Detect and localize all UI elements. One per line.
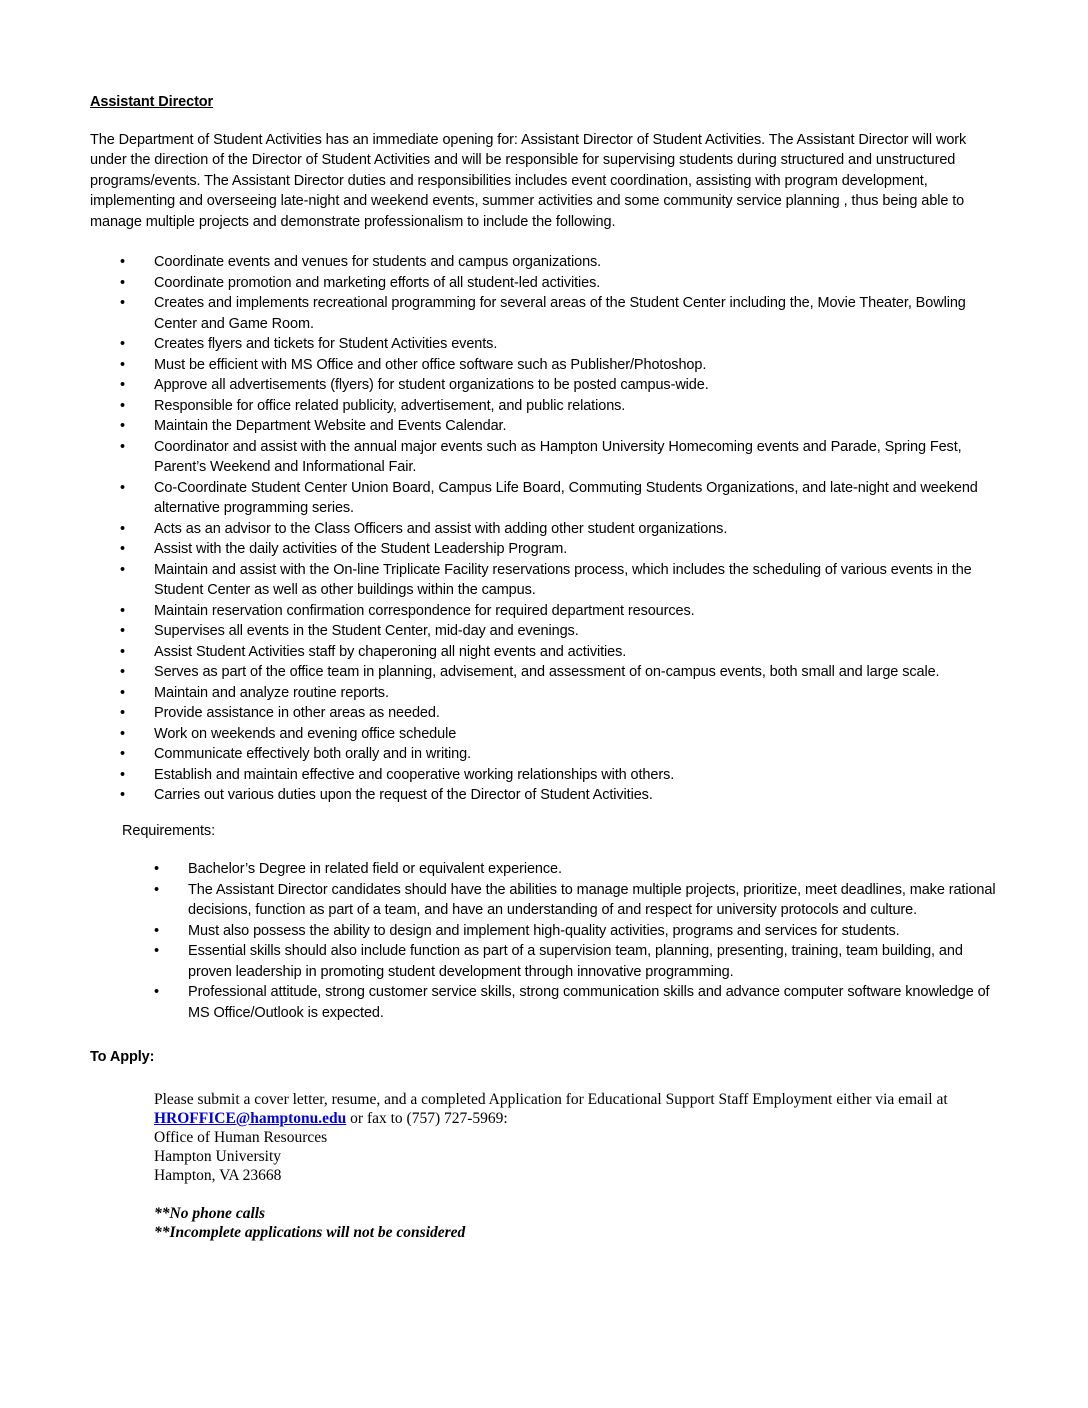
- duty-item: • Responsible for office related publicity, advertisement, and public relations.: [120, 396, 1000, 417]
- duty-item: • Must be efficient with MS Office and other office software such as Publisher/Photoshop.: [120, 355, 1000, 376]
- address-line: Office of Human Resources: [154, 1128, 328, 1146]
- email-link[interactable]: HROFFICE@hamptonu.edu: [154, 1109, 347, 1127]
- duty-item: • Creates flyers and tickets for Student Activities events.: [120, 334, 1000, 355]
- duty-item: • Maintain the Department Website and Events Calendar.: [120, 416, 1000, 437]
- duty-item: • Creates and implements recreational programming for several areas of the Student Center including the, Movie Theater, Bowling Center and Game Room.: [120, 293, 1000, 334]
- requirement-item: • Essential skills should also include function as part of a supervision team, planning, presenting, training, team building, and proven leadership in promoting student development through innovative programming.: [154, 941, 1000, 982]
- requirements-list: [90, 859, 1000, 1023]
- document-title: Assistant Director: [90, 94, 214, 110]
- duty-item: • Communicate effectively both orally and in writing.: [120, 744, 1000, 765]
- duty-item: • Maintain reservation confirmation correspondence for required department resources.: [120, 601, 1000, 622]
- apply-instructions-text: Please submit a cover letter, resume, and a completed Application for Educational Support Staff Employment either via email at: [154, 1090, 948, 1108]
- notes-block: [154, 1204, 994, 1242]
- duties-list: [90, 252, 1000, 806]
- duty-item: • Maintain and analyze routine reports.: [120, 683, 1000, 704]
- note-line: **No phone calls: [154, 1204, 266, 1222]
- intro-paragraph: The Department of Student Activities has an immediate opening for: Assistant Director of Student Activities. The Assistant Director will work under the direction of the Director of Student Activities and will be responsible for supervising students during structured and unstructured programs/events. The Assistant Director duties and responsibilities includes event coordination, assisting with program development, implementing and overseeing late-night and weekend events, summer activities and some community service planning , thus being able to manage multiple projects and demonstrate professionalism to include the following.: [90, 131, 967, 230]
- requirement-item: • Bachelor’s Degree in related field or equivalent experience.: [154, 859, 1000, 880]
- duty-item: • Assist Student Activities staff by chaperoning all night events and activities.: [120, 642, 1000, 663]
- to-apply-heading: To Apply:: [90, 1049, 155, 1065]
- duty-item: • Coordinator and assist with the annual major events such as Hampton University Homecoming events and Parade, Spring Fest, Parent’s Weekend and Informational Fair.: [120, 437, 1000, 478]
- duty-item: • Work on weekends and evening office schedule: [120, 724, 1000, 745]
- apply-details-block: [154, 1090, 994, 1242]
- duty-item: • Assist with the daily activities of the Student Leadership Program.: [120, 539, 1000, 560]
- note-line: **Incomplete applications will not be considered: [154, 1223, 466, 1241]
- duty-item: • Serves as part of the office team in planning, advisement, and assessment of on-campus events, both small and large scale.: [120, 662, 1000, 683]
- apply-instructions: [154, 1090, 994, 1128]
- duty-item: • Co-Coordinate Student Center Union Board, Campus Life Board, Commuting Students Organizations, and late-night and weekend alternative programming series.: [120, 478, 1000, 519]
- duty-item: • Approve all advertisements (flyers) for student organizations to be posted campus-wide.: [120, 375, 1000, 396]
- duty-item: • Establish and maintain effective and cooperative working relationships with others.: [120, 765, 1000, 786]
- duty-item: • Acts as an advisor to the Class Officers and assist with adding other student organizations.: [120, 519, 1000, 540]
- address-line: Hampton, VA 23668: [154, 1166, 282, 1184]
- address-block: [154, 1128, 994, 1185]
- duty-item: • Supervises all events in the Student Center, mid-day and evenings.: [120, 621, 1000, 642]
- requirement-item: • Professional attitude, strong customer service skills, strong communication skills and advance computer software knowledge of MS Office/Outlook is expected.: [154, 982, 1000, 1023]
- address-line: Hampton University: [154, 1147, 281, 1165]
- duty-item: • Maintain and assist with the On-line Triplicate Facility reservations process, which includes the scheduling of various events in the Student Center as well as other buildings within the campus.: [120, 560, 1000, 601]
- apply-fax-text: or fax to (757) 727-5969:: [346, 1109, 508, 1127]
- requirements-heading: Requirements:: [122, 822, 215, 839]
- duty-item: • Coordinate promotion and marketing efforts of all student-led activities.: [120, 273, 1000, 294]
- duty-item: • Carries out various duties upon the request of the Director of Student Activities.: [120, 785, 1000, 806]
- requirement-item: • The Assistant Director candidates should have the abilities to manage multiple projects, prioritize, meet deadlines, make rational decisions, function as part of a team, and have an understanding of and respect for university protocols and culture.: [154, 880, 1000, 921]
- duty-item: • Provide assistance in other areas as needed.: [120, 703, 1000, 724]
- requirement-item: • Must also possess the ability to design and implement high-quality activities, programs and services for students.: [154, 921, 1000, 942]
- duty-item: • Coordinate events and venues for students and campus organizations.: [120, 252, 1000, 273]
